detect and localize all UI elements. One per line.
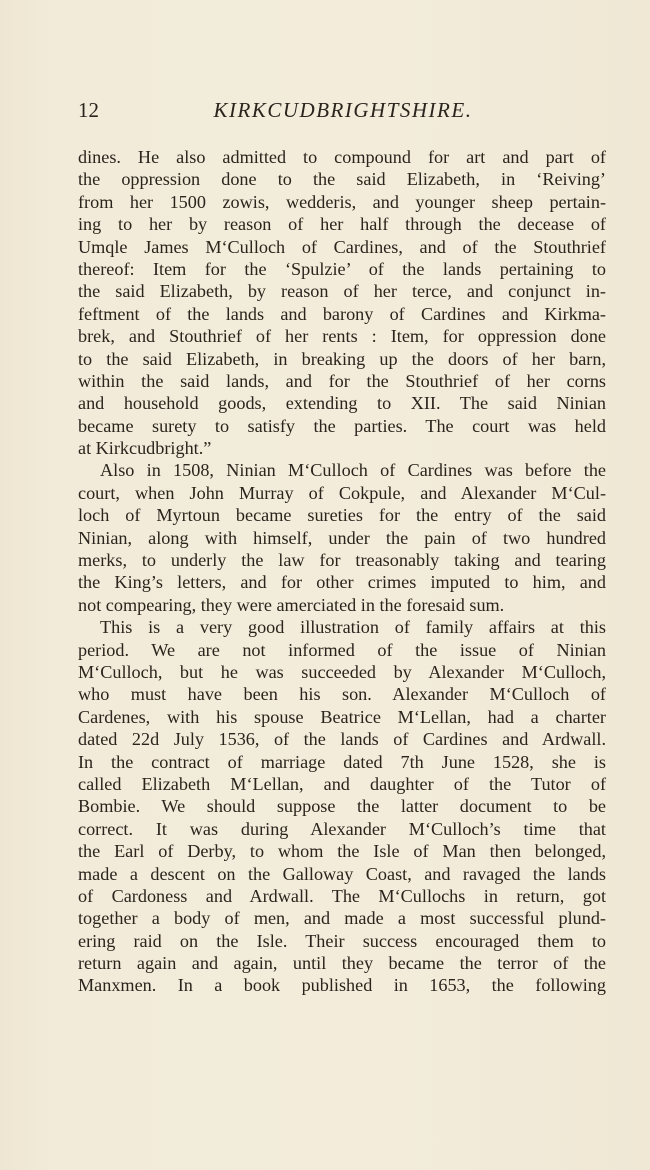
text-line: to the said Elizabeth, in breaking up the doors of her barn, — [78, 348, 606, 369]
text-line: of Cardoness and Ardwall. The M‘Cullochs in return, got — [78, 885, 606, 906]
text-line: court, when John Murray of Cokpule, and Alexander M‘Cul- — [78, 482, 606, 503]
text-line: the King’s letters, and for other crimes imputed to him, and — [78, 572, 606, 593]
text-line: Manxmen. In a book published in 1653, the following — [78, 975, 606, 996]
text-line: Cardenes, with his spouse Beatrice M‘Lellan, had a charter — [78, 706, 606, 727]
text-line: the oppression done to the said Elizabeth, in ‘Reiving’ — [78, 169, 606, 190]
text-line: became surety to satisfy the parties. The court was held — [78, 415, 606, 436]
text-line: Ninian, along with himself, under the pain of two hundred — [78, 527, 606, 548]
text-line: within the said lands, and for the Stouthrief of her corns — [78, 370, 606, 391]
text-line: made a descent on the Galloway Coast, and ravaged the lands — [78, 863, 606, 884]
text-line: not compearing, they were amerciated in the foresaid sum. — [78, 594, 505, 615]
text-line: ering raid on the Isle. Their success encouraged them to — [78, 930, 606, 951]
text-line: In the contract of marriage dated 7th June 1528, she is — [78, 751, 606, 772]
text-line: period. We are not informed of the issue of Ninian — [78, 639, 606, 660]
text-line: at Kirkcudbright.” — [78, 438, 212, 459]
page-number: 12 — [78, 98, 99, 122]
text-line: thereof: Item for the ‘Spulzie’ of the lands pertaining to — [78, 258, 606, 279]
text-line: Also in 1508, Ninian M‘Culloch of Cardines was before the — [100, 460, 606, 481]
text-line: dines. He also admitted to compound for art and part of — [78, 147, 606, 167]
text-line: Umqle James M‘Culloch of Cardines, and of the Stouthrief — [78, 236, 606, 257]
text-line: called Elizabeth M‘Lellan, and daughter of the Tutor of — [78, 773, 606, 794]
page-header — [78, 98, 608, 128]
text-line: M‘Culloch, but he was succeeded by Alexander M‘Culloch, — [78, 661, 606, 682]
text-line: the Earl of Derby, to whom the Isle of Man then belonged, — [78, 841, 606, 862]
text-line: who must have been his son. Alexander M‘Culloch of — [78, 684, 606, 705]
text-line: dated 22d July 1536, of the lands of Cardines and Ardwall. — [78, 729, 606, 750]
text-line: ing to her by reason of her half through the decease of — [78, 214, 606, 235]
text-line: return again and again, until they became the terror of the — [78, 953, 606, 974]
text-line: This is a very good illustration of family affairs at this — [100, 617, 606, 638]
text-line: merks, to underly the law for treasonably taking and tearing — [78, 550, 606, 571]
running-head: KIRKCUDBRIGHTSHIRE. — [213, 98, 473, 122]
text-line: feftment of the lands and barony of Cardines and Kirkma- — [78, 303, 606, 324]
text-line: loch of Myrtoun became sureties for the entry of the said — [78, 505, 606, 526]
text-line: Bombie. We should suppose the latter document to be — [78, 796, 606, 817]
text-line: the said Elizabeth, by reason of her terce, and conjunct in- — [78, 281, 606, 302]
text-line: and household goods, extending to XII. The said Ninian — [78, 393, 606, 414]
text-line: correct. It was during Alexander M‘Culloch’s time that — [78, 818, 606, 839]
text-line: from her 1500 zowis, wedderis, and younger sheep pertain- — [78, 191, 606, 212]
body-text — [78, 146, 606, 997]
text-line: together a body of men, and made a most successful plund- — [78, 908, 606, 929]
text-line: brek, and Stouthrief of her rents : Item, for oppression done — [78, 326, 606, 347]
